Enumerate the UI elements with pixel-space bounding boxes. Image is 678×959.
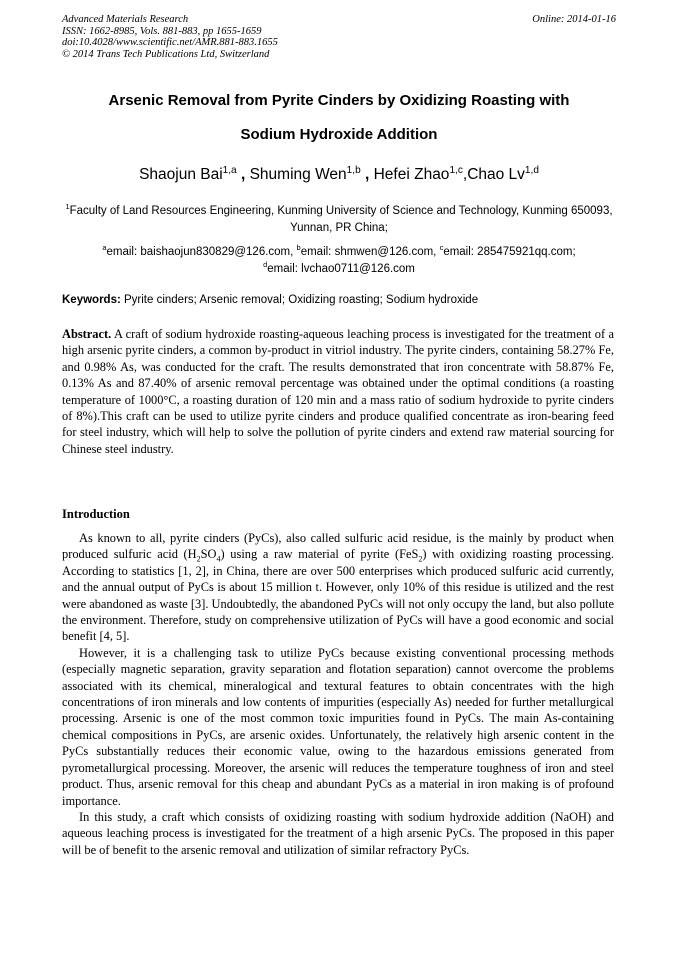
email-mark: d xyxy=(263,260,268,270)
author-affiliation-mark: 1,d xyxy=(524,164,539,176)
introduction-body xyxy=(62,530,614,858)
author-affiliation-mark: 1,a xyxy=(222,164,237,176)
affiliation xyxy=(62,203,616,237)
author-affiliation-mark: 1,b xyxy=(346,164,361,176)
affiliation-text: Faculty of Land Resources Engineering, Kunming University of Science and Technology, Kunming 650093, Yunnan, PR China; xyxy=(69,205,613,234)
abstract xyxy=(62,326,614,457)
keywords xyxy=(62,294,616,306)
keywords-label: Keywords: xyxy=(62,294,121,306)
journal-header xyxy=(62,14,278,60)
author-affiliation-mark: 1,c xyxy=(449,164,463,176)
abstract-label: Abstract. xyxy=(62,327,112,341)
email-address: email: shmwen@126.com, xyxy=(300,246,437,258)
author-list: Shaojun Bai$^{1,a}$ , Shuming Wen$^{1,b}$ , Hefei Zhao$^{1,c}$,Chao Lv$^{1,d}$ xyxy=(139,164,539,183)
intro-paragraph-2: However, it is a challenging task to utilize PyCs because existing conventional processing methods (especially magnetic separation, gravity separation and flotation separation) cannot overcome the problems associated with its chemical, mineralogical and textural features to obtain concentrates with the high concentrations of iron minerals and low contents of impurities (especially As) needed for further metallurgical processing. Arsenic is one of the most common toxic impurities found in PyCs. The main As-containing chemical compositions in PyCs, are arsenic oxides. Unfortunately, the relatively high arsenic content in the PyCs substantially reduces their economic value, owing to the hazardous emissions generated from pyrometallurgical processing. Moreover, the arsenic will reduces the temperature toughness of iron and steel product. Thus, arsenic removal for this cheap and abundant PyCs as a material in iron making is of profound importance. xyxy=(62,645,614,808)
author-name: Shuming Wen xyxy=(249,166,347,183)
author-name: Shaojun Bai xyxy=(139,166,223,183)
email-mark: a xyxy=(102,243,107,253)
email-mark: c xyxy=(439,243,444,253)
issn-line: ISSN: 1662-8985, Vols. 881-883, pp 1655-1659 xyxy=(62,25,262,37)
author-name: Chao Lv xyxy=(467,166,525,183)
affiliation-mark: 1 xyxy=(65,202,70,212)
email-address: email: 285475921qq.com; xyxy=(443,246,576,258)
email-address: email: lvchao0711@126.com xyxy=(267,263,415,275)
email-mark: b xyxy=(296,243,301,253)
intro-paragraph-3: In this study, a craft which consists of oxidizing roasting with sodium hydroxide addition (NaOH) and aqueous leaching process is investigated for the treatment of a high arsenic PyCs. The proposed in this paper will be of benefit to the arsenic removal and utilization of similar refractory PyCs. xyxy=(62,809,614,857)
copyright-line: © 2014 Trans Tech Publications Ltd, Switzerland xyxy=(62,48,270,60)
online-date: Online: 2014-01-16 xyxy=(532,14,616,25)
email-list xyxy=(62,244,616,278)
keywords-text: Pyrite cinders; Arsenic removal; Oxidizing roasting; Sodium hydroxide xyxy=(124,294,479,306)
intro-paragraph-1: As known to all, pyrite cinders (PyCs), also called sulfuric acid residue, is the mainly by product when produced sulfuric acid $(H_2SO_4)$ using a raw material of pyrite (FeS$_2$) with oxidizing roasting processing. According to statistics [1, 2], in China, there are over 500 enterprises which produced sulfuric acid currently, and the annual output of PyCs is about 15 million t. However, only 10% of this residue is utilized and the rest were abandoned as waste [3]. Undoubtedly, the abandoned PyCs will not only occupy the land, but also pollute the environment. Therefore, study on comprehensive utilization of PyCs will have a good economic and social benefit [4, 5]. xyxy=(62,531,614,644)
abstract-text: A craft of sodium hydroxide roasting-aqueous leaching process is investigated for the treatment of a high arsenic pyrite cinders, a common by-product in vitriol industry. The pyrite cinders, containing 58.27% Fe, and 0.98% As, was conducted for the craft. The results demonstrated that iron concentrate with 58.87% Fe, 0.13% As and 87.40% of arsenic removal percentage was obtained under the optimal conditions (a roasting temperature of 1000°C, a roasting duration of 120 min and a mass ratio of sodium hydroxide to pyrite cinders of 8%).This craft can be used to utilize pyrite cinders and produce qualified concentrate as iron-bearing feed for steel industry, which will help to solve the pollution of pyrite cinders and extend raw material sourcing for Chinese steel industry. xyxy=(62,327,614,456)
journal-name: Advanced Materials Research xyxy=(62,14,189,25)
author-name: Hefei Zhao xyxy=(373,166,450,183)
paper-title-line2: Sodium Hydroxide Addition xyxy=(240,126,438,143)
email-address: email: baishaojun830829@126.com, xyxy=(106,246,294,258)
section-heading-introduction: Introduction xyxy=(62,507,130,521)
doi-line: doi:10.4028/www.scientific.net/AMR.881-883.1655 xyxy=(62,37,278,48)
paper-title-line1: Arsenic Removal from Pyrite Cinders by Oxidizing Roasting with xyxy=(108,92,570,109)
